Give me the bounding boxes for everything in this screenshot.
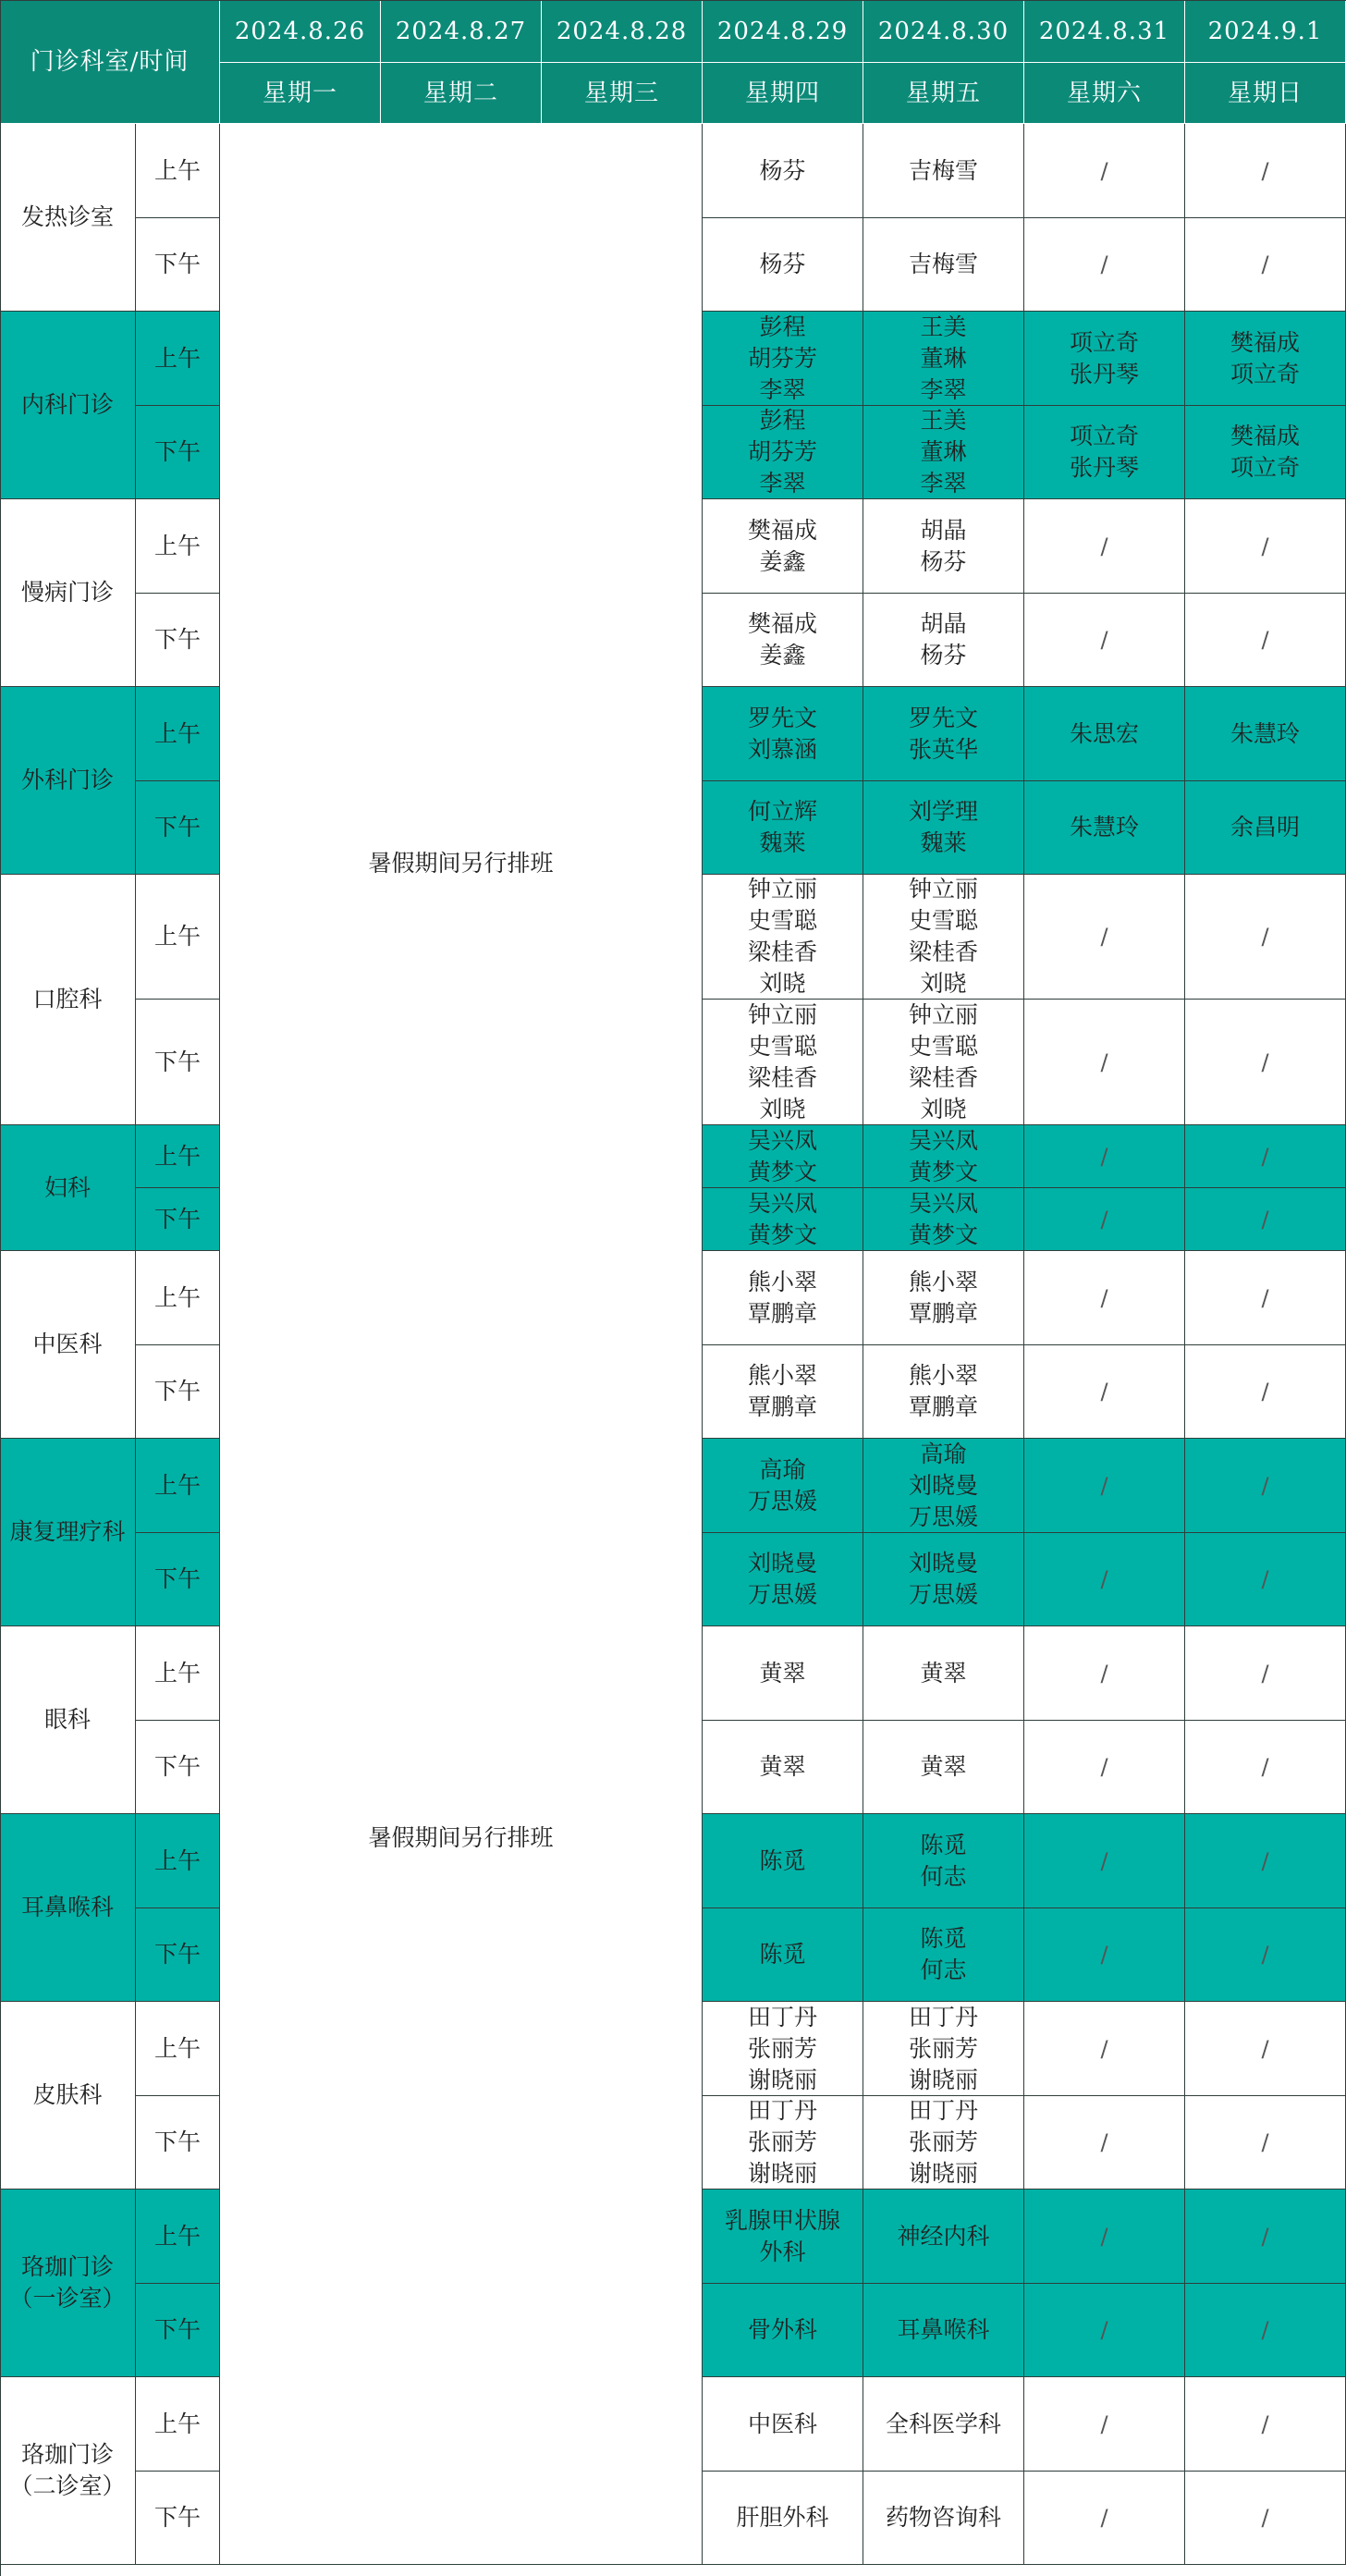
doctor-cell-sun: / (1185, 1188, 1346, 1251)
doctor-cell-sun: / (1185, 1439, 1346, 1533)
doctor-cell-fri: 熊小翠 覃鹏章 (863, 1251, 1024, 1345)
period-label: 下午 (136, 1533, 220, 1626)
department-name: 康复理疗科 (0, 1439, 136, 1626)
period-label: 上午 (136, 1814, 220, 1908)
doctor-cell-sat: / (1024, 1814, 1185, 1908)
doctor-cell-fri: 刘学理 魏莱 (863, 781, 1024, 875)
doctor-cell-fri: 药物咨询科 (863, 2472, 1024, 2565)
doctor-cell-thu: 彭程 胡芬芳 李翠 (703, 312, 863, 406)
doctor-cell-thu: 钟立丽 史雪聪 梁桂香 刘晓 (703, 875, 863, 1000)
doctor-cell-thu: 田丁丹 张丽芳 谢晓丽 (703, 2096, 863, 2190)
department-name: 发热诊室 (0, 124, 136, 312)
doctor-cell-thu: 陈觅 (703, 1908, 863, 2002)
doctor-cell-fri: 王美 董琳 李翠 (863, 312, 1024, 406)
doctor-cell-fri: 田丁丹 张丽芳 谢晓丽 (863, 2096, 1024, 2190)
summer-note: 暑假期间另行排班 (368, 850, 554, 877)
doctor-cell-sat: 项立奇 张丹琴 (1024, 312, 1185, 406)
weekday-header: 星期五 (863, 63, 1024, 124)
department-name: 皮肤科 (0, 2002, 136, 2190)
doctor-cell-thu: 罗先文 刘慕涵 (703, 687, 863, 781)
doctor-cell-fri: 吉梅雪 (863, 124, 1024, 218)
table-border (0, 0, 1, 2576)
period-label: 下午 (136, 2284, 220, 2377)
doctor-cell-sun: / (1185, 875, 1346, 1000)
date-header: 2024.8.28 (542, 0, 703, 63)
doctor-cell-sat: / (1024, 1188, 1185, 1251)
doctor-cell-sun: / (1185, 1721, 1346, 1814)
doctor-cell-fri: 熊小翠 覃鹏章 (863, 1345, 1024, 1439)
doctor-cell-sat: 朱思宏 (1024, 687, 1185, 781)
doctor-cell-sun: / (1185, 1533, 1346, 1626)
doctor-cell-fri: 神经内科 (863, 2190, 1024, 2284)
doctor-cell-fri: 田丁丹 张丽芳 谢晓丽 (863, 2002, 1024, 2096)
department-name: 珞珈门诊 （一诊室） (0, 2190, 136, 2377)
weekday-header: 星期一 (220, 63, 381, 124)
doctor-cell-sat: / (1024, 2472, 1185, 2565)
department-name: 妇科 (0, 1125, 136, 1251)
doctor-cell-sun: / (1185, 594, 1346, 687)
doctor-cell-thu: 刘晓曼 万思媛 (703, 1533, 863, 1626)
doctor-cell-sat: 朱慧玲 (1024, 781, 1185, 875)
doctor-cell-thu: 彭程 胡芬芳 李翠 (703, 406, 863, 499)
doctor-cell-thu: 中医科 (703, 2377, 863, 2472)
period-label: 下午 (136, 1345, 220, 1439)
doctor-cell-thu: 杨芬 (703, 124, 863, 218)
doctor-cell-sat: / (1024, 594, 1185, 687)
period-label: 下午 (136, 2096, 220, 2190)
doctor-cell-fri: 胡晶 杨芬 (863, 499, 1024, 594)
doctor-cell-sun: / (1185, 2377, 1346, 2472)
doctor-cell-sun: / (1185, 1814, 1346, 1908)
doctor-cell-fri: 黄翠 (863, 1626, 1024, 1721)
doctor-cell-thu: 高瑜 万思媛 (703, 1439, 863, 1533)
doctor-cell-fri: 王美 董琳 李翠 (863, 406, 1024, 499)
doctor-cell-fri: 吴兴凤 黄梦文 (863, 1188, 1024, 1251)
doctor-cell-sat: / (1024, 2377, 1185, 2472)
doctor-cell-thu: 杨芬 (703, 218, 863, 312)
doctor-cell-sun: / (1185, 2472, 1346, 2565)
period-label: 下午 (136, 2472, 220, 2565)
department-name: 眼科 (0, 1626, 136, 1814)
period-label: 上午 (136, 312, 220, 406)
doctor-cell-sat: / (1024, 1251, 1185, 1345)
weekday-header: 星期六 (1024, 63, 1185, 124)
doctor-cell-sat: / (1024, 2002, 1185, 2096)
doctor-cell-sat: / (1024, 2096, 1185, 2190)
doctor-cell-thu: 吴兴凤 黄梦文 (703, 1125, 863, 1188)
summer-note-block (220, 124, 703, 2565)
doctor-cell-fri: 全科医学科 (863, 2377, 1024, 2472)
period-label: 上午 (136, 1439, 220, 1533)
doctor-cell-fri: 吉梅雪 (863, 218, 1024, 312)
date-header: 2024.9.1 (1185, 0, 1346, 63)
doctor-cell-thu: 吴兴凤 黄梦文 (703, 1188, 863, 1251)
department-name: 中医科 (0, 1251, 136, 1439)
doctor-cell-thu: 熊小翠 覃鹏章 (703, 1251, 863, 1345)
department-name: 耳鼻喉科 (0, 1814, 136, 2002)
doctor-cell-sat: / (1024, 1125, 1185, 1188)
date-header: 2024.8.30 (863, 0, 1024, 63)
doctor-cell-sat: / (1024, 1626, 1185, 1721)
doctor-cell-sat: / (1024, 1000, 1185, 1125)
doctor-cell-sat: 项立奇 张丹琴 (1024, 406, 1185, 499)
doctor-cell-fri: 钟立丽 史雪聪 梁桂香 刘晓 (863, 875, 1024, 1000)
period-label: 上午 (136, 499, 220, 594)
doctor-cell-fri: 罗先文 张英华 (863, 687, 1024, 781)
doctor-cell-sun: 朱慧玲 (1185, 687, 1346, 781)
department-name: 珞珈门诊 （二诊室） (0, 2377, 136, 2565)
doctor-cell-sun: 樊福成 项立奇 (1185, 312, 1346, 406)
doctor-cell-thu: 乳腺甲状腺 外科 (703, 2190, 863, 2284)
period-label: 上午 (136, 2377, 220, 2472)
doctor-cell-thu: 樊福成 姜鑫 (703, 594, 863, 687)
doctor-cell-sun: / (1185, 1125, 1346, 1188)
doctor-cell-thu: 熊小翠 覃鹏章 (703, 1345, 863, 1439)
doctor-cell-sat: / (1024, 2190, 1185, 2284)
doctor-cell-sat: / (1024, 1721, 1185, 1814)
period-label: 下午 (136, 406, 220, 499)
date-header: 2024.8.29 (703, 0, 863, 63)
weekday-header: 星期二 (381, 63, 542, 124)
doctor-cell-fri: 钟立丽 史雪聪 梁桂香 刘晓 (863, 1000, 1024, 1125)
period-label: 上午 (136, 875, 220, 1000)
doctor-cell-thu: 肝胆外科 (703, 2472, 863, 2565)
doctor-cell-thu: 何立辉 魏莱 (703, 781, 863, 875)
department-name: 内科门诊 (0, 312, 136, 499)
period-label: 下午 (136, 1908, 220, 2002)
period-label: 下午 (136, 594, 220, 687)
doctor-cell-thu: 黄翠 (703, 1721, 863, 1814)
doctor-cell-sat: / (1024, 499, 1185, 594)
doctor-cell-fri: 刘晓曼 万思媛 (863, 1533, 1024, 1626)
doctor-cell-sun: / (1185, 2284, 1346, 2377)
doctor-cell-sat: / (1024, 1345, 1185, 1439)
doctor-cell-sat: / (1024, 124, 1185, 218)
doctor-cell-sun: / (1185, 1000, 1346, 1125)
corner-header: 门诊科室/时间 (0, 0, 220, 124)
doctor-cell-fri: 吴兴凤 黄梦文 (863, 1125, 1024, 1188)
doctor-cell-sun: / (1185, 2002, 1346, 2096)
doctor-cell-thu: 钟立丽 史雪聪 梁桂香 刘晓 (703, 1000, 863, 1125)
doctor-cell-sun: / (1185, 1908, 1346, 2002)
doctor-cell-fri: 耳鼻喉科 (863, 2284, 1024, 2377)
doctor-cell-sun: / (1185, 1345, 1346, 1439)
weekday-header: 星期四 (703, 63, 863, 124)
doctor-cell-thu: 骨外科 (703, 2284, 863, 2377)
period-label: 上午 (136, 2002, 220, 2096)
weekday-header: 星期日 (1185, 63, 1346, 124)
doctor-cell-sun: 樊福成 项立奇 (1185, 406, 1346, 499)
doctor-cell-sun: / (1185, 2096, 1346, 2190)
period-label: 上午 (136, 1251, 220, 1345)
period-label: 下午 (136, 1721, 220, 1814)
period-label: 下午 (136, 218, 220, 312)
doctor-cell-sun: / (1185, 499, 1346, 594)
doctor-cell-thu: 田丁丹 张丽芳 谢晓丽 (703, 2002, 863, 2096)
department-name: 外科门诊 (0, 687, 136, 875)
doctor-cell-sat: / (1024, 218, 1185, 312)
doctor-cell-sun: / (1185, 218, 1346, 312)
summer-note: 暑假期间另行排班 (368, 1824, 554, 1851)
weekday-header: 星期三 (542, 63, 703, 124)
table-border (0, 0, 1346, 1)
doctor-cell-fri: 黄翠 (863, 1721, 1024, 1814)
department-name: 口腔科 (0, 875, 136, 1125)
period-label: 下午 (136, 1000, 220, 1125)
doctor-cell-fri: 胡晶 杨芬 (863, 594, 1024, 687)
doctor-cell-sat: / (1024, 1439, 1185, 1533)
doctor-cell-thu: 樊福成 姜鑫 (703, 499, 863, 594)
department-name: 慢病门诊 (0, 499, 136, 687)
period-label: 上午 (136, 124, 220, 218)
doctor-cell-sun: 余昌明 (1185, 781, 1346, 875)
doctor-cell-sat: / (1024, 1533, 1185, 1626)
doctor-cell-sat: / (1024, 1908, 1185, 2002)
date-header: 2024.8.31 (1024, 0, 1185, 63)
doctor-cell-sat: / (1024, 875, 1185, 1000)
doctor-cell-sun: / (1185, 1626, 1346, 1721)
doctor-cell-thu: 黄翠 (703, 1626, 863, 1721)
doctor-cell-fri: 陈觅 何志 (863, 1908, 1024, 2002)
doctor-cell-sun: / (1185, 124, 1346, 218)
period-label: 下午 (136, 1188, 220, 1251)
period-label: 上午 (136, 1125, 220, 1188)
doctor-cell-thu: 陈觅 (703, 1814, 863, 1908)
doctor-cell-fri: 陈觅 何志 (863, 1814, 1024, 1908)
period-label: 上午 (136, 1626, 220, 1721)
doctor-cell-sun: / (1185, 1251, 1346, 1345)
date-header: 2024.8.26 (220, 0, 381, 63)
period-label: 上午 (136, 687, 220, 781)
period-label: 上午 (136, 2190, 220, 2284)
doctor-cell-sat: / (1024, 2284, 1185, 2377)
period-label: 下午 (136, 781, 220, 875)
doctor-cell-sun: / (1185, 2190, 1346, 2284)
doctor-cell-fri: 高瑜 刘晓曼 万思媛 (863, 1439, 1024, 1533)
date-header: 2024.8.27 (381, 0, 542, 63)
